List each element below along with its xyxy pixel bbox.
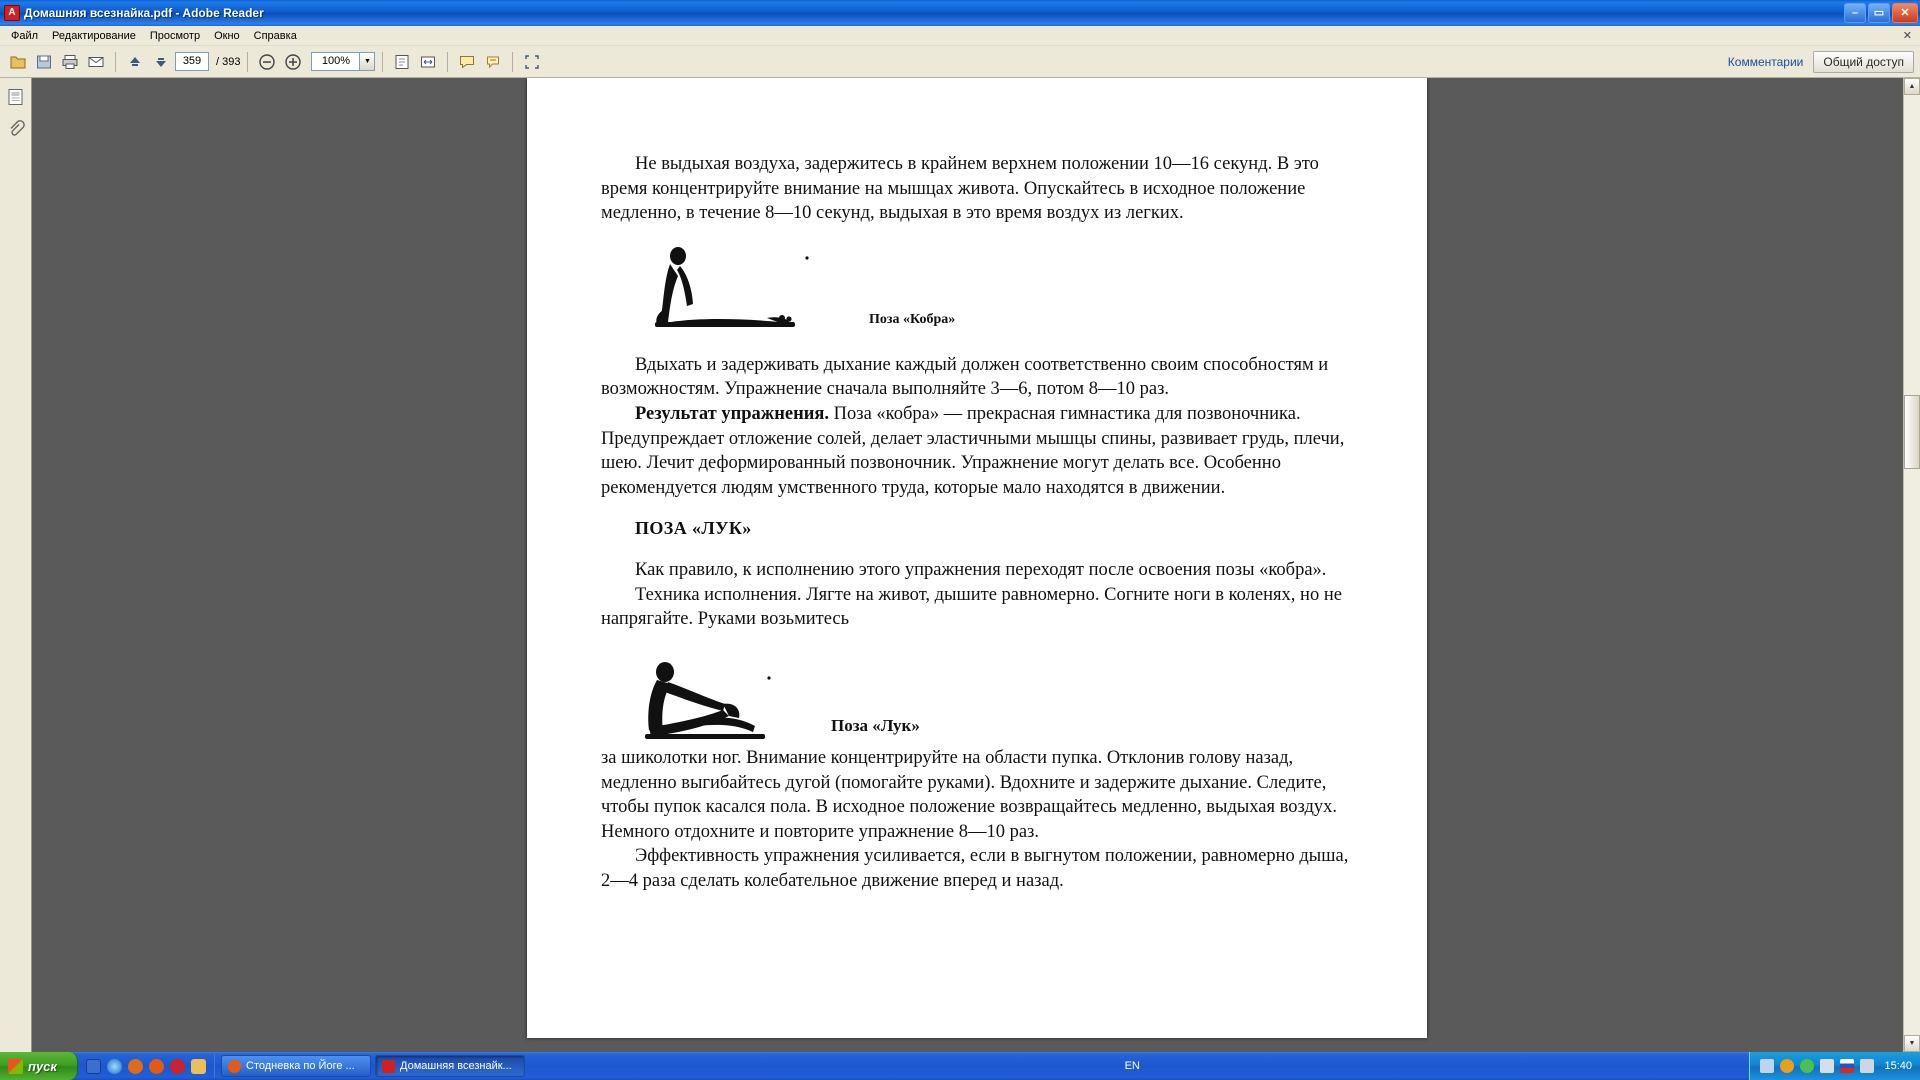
attachments-icon[interactable] bbox=[5, 118, 27, 140]
save-icon[interactable] bbox=[32, 50, 56, 74]
bow-pose-illustration bbox=[637, 658, 787, 746]
document-scroll-area[interactable] bbox=[32, 78, 1920, 1052]
email-icon[interactable] bbox=[84, 50, 108, 74]
navigation-pane bbox=[0, 78, 32, 1052]
fullscreen-icon[interactable] bbox=[520, 50, 544, 74]
menu-edit[interactable]: Редактирование bbox=[52, 29, 136, 42]
figure-cobra bbox=[637, 240, 1353, 336]
menu-help[interactable]: Справка bbox=[253, 29, 297, 42]
paragraph-7: Эффективность упражнения усиливается, если в выгнутом положении, равномерно дыша, 2—4 раза сделать колебательное движение вперед и назад. bbox=[601, 846, 1349, 892]
highlight-icon[interactable] bbox=[481, 50, 505, 74]
minimize-button[interactable]: – bbox=[1844, 3, 1866, 23]
taskbar-item-firefox-label: Стодневка по Йоге ... bbox=[246, 1060, 355, 1072]
show-desktop-icon[interactable] bbox=[86, 1059, 101, 1074]
menu-file[interactable]: Файл bbox=[11, 29, 39, 42]
figure-bow-caption: Поза «Лук» bbox=[831, 716, 920, 736]
fit-page-icon[interactable] bbox=[390, 50, 414, 74]
start-button[interactable] bbox=[0, 1052, 78, 1080]
start-button-label: пуск bbox=[28, 1058, 57, 1074]
paragraph-6: за шиколотки ног. Внимание концентрируйте на области пупка. Отклонив голову назад, медленно выгибайтесь дугой (помогайте руками). Вдохните и задержите дыхание. Следите, чтобы пупок касался пола. В исходное положение возвращайтесь медленно, выдыхая воздух. Немного отдохните и повторите упражнение 8—10 раз. bbox=[601, 748, 1338, 842]
technique-text: Лягте на живот, дышите равномерно. Согните ноги в коленях, но не напрягайте. Руками возьмитесь bbox=[601, 584, 1342, 630]
technique-label: Техника исполнения. bbox=[635, 584, 802, 605]
figure-bow bbox=[637, 654, 1353, 746]
media-player-icon[interactable] bbox=[128, 1059, 143, 1074]
pdf-page bbox=[527, 78, 1427, 1038]
window-title: Домашняя всезнайка.pdf - Adobe Reader bbox=[24, 6, 264, 20]
paragraph-4: Как правило, к исполнению этого упражнения переходят после освоения позы «кобра». bbox=[635, 560, 1327, 581]
next-page-icon[interactable] bbox=[149, 50, 173, 74]
update-icon[interactable] bbox=[1800, 1059, 1814, 1073]
print-icon[interactable] bbox=[58, 50, 82, 74]
scrollbar-thumb[interactable] bbox=[1904, 395, 1920, 469]
zoom-in-icon[interactable] bbox=[281, 50, 305, 74]
page-thumbnails-icon[interactable] bbox=[5, 86, 27, 108]
result-text: Поза «кобра» — прекрасная гимнастика для позвоночника. Предупреждает отложение солей, делает эластичными мышцы спины, развивает грудь, плечи, шею. Лечит деформированный позвоночник. Упражнение могут делать все. Особенно рекомендуется людям умственного труда, которые мало находятся в движении. bbox=[601, 403, 1345, 498]
taskbar bbox=[0, 1052, 1920, 1080]
opera-icon[interactable] bbox=[170, 1059, 185, 1074]
open-file-icon[interactable] bbox=[6, 50, 30, 74]
toolbar bbox=[0, 46, 1920, 78]
firefox-quicklaunch-icon[interactable] bbox=[149, 1059, 164, 1074]
close-button[interactable]: ✕ bbox=[1892, 3, 1918, 23]
chevron-down-icon[interactable]: ▼ bbox=[359, 52, 375, 71]
firefox-icon bbox=[228, 1060, 241, 1073]
sticky-note-icon[interactable] bbox=[455, 50, 479, 74]
paragraph-1: Не выдыхая воздуха, задержитесь в крайнем верхнем положении 10—16 секунд. В это время концентрируйте внимание на мышцах живота. Опускайтесь в исходное положение медленно, в течение 8—10 секунд, выдыхая в это время воздух из легких. bbox=[601, 154, 1319, 224]
result-label: Результат упражнения. bbox=[635, 403, 830, 424]
paragraph-2: Вдыхать и задерживать дыхание каждый должен соответственно своим способностям и возможностям. Упражнение сначала выполняйте 3—6, потом 8—10 раз. bbox=[601, 354, 1329, 400]
battery-icon[interactable] bbox=[1860, 1059, 1874, 1073]
quick-launch-bar bbox=[78, 1054, 215, 1078]
menu-window[interactable]: Окно bbox=[214, 29, 240, 42]
zoom-level-input[interactable]: 100% bbox=[311, 52, 359, 71]
page-number-input[interactable]: 359 bbox=[175, 52, 209, 71]
vertical-scrollbar[interactable] bbox=[1903, 78, 1920, 1052]
adobe-reader-icon: A bbox=[4, 5, 20, 21]
volume-icon[interactable] bbox=[1820, 1059, 1834, 1073]
network-icon[interactable] bbox=[1760, 1059, 1774, 1073]
taskbar-item-adobe-reader[interactable] bbox=[375, 1055, 525, 1077]
comments-button[interactable]: Комментарии bbox=[1727, 54, 1804, 69]
cobra-pose-illustration bbox=[637, 244, 827, 336]
page-total-label: / 393 bbox=[216, 55, 241, 68]
folder-icon[interactable] bbox=[191, 1059, 206, 1074]
menu-bar bbox=[0, 26, 1920, 46]
main-area bbox=[0, 78, 1920, 1052]
paragraph-3 bbox=[601, 402, 1353, 500]
paragraph-5 bbox=[601, 583, 1353, 632]
taskbar-item-firefox[interactable] bbox=[221, 1055, 371, 1077]
window-titlebar bbox=[0, 0, 1920, 26]
antivirus-icon[interactable] bbox=[1780, 1059, 1794, 1073]
close-document-button[interactable]: ✕ bbox=[1902, 30, 1912, 42]
flag-icon[interactable] bbox=[1840, 1059, 1854, 1073]
share-button[interactable]: Общий доступ bbox=[1813, 51, 1914, 73]
maximize-button[interactable]: ▭ bbox=[1868, 3, 1890, 23]
scrollbar-track[interactable] bbox=[1904, 95, 1920, 1035]
task-buttons bbox=[215, 1055, 525, 1077]
adobe-reader-icon bbox=[382, 1060, 395, 1073]
system-tray bbox=[1749, 1052, 1920, 1080]
menu-view[interactable]: Просмотр bbox=[149, 29, 201, 42]
taskbar-clock[interactable]: 15:40 bbox=[1884, 1060, 1912, 1072]
previous-page-icon[interactable] bbox=[123, 50, 147, 74]
language-indicator[interactable]: EN bbox=[1124, 1060, 1140, 1072]
fit-width-icon[interactable] bbox=[416, 50, 440, 74]
scroll-down-icon[interactable]: ▼ bbox=[1904, 1035, 1920, 1052]
section-heading: ПОЗА «ЛУК» bbox=[635, 518, 752, 539]
figure-cobra-caption: Поза «Кобра» bbox=[869, 312, 956, 328]
taskbar-item-adobe-reader-label: Домашняя всезнайк... bbox=[400, 1060, 512, 1072]
internet-explorer-icon[interactable] bbox=[107, 1059, 122, 1074]
windows-flag-icon bbox=[8, 1059, 23, 1074]
scroll-up-icon[interactable]: ▲ bbox=[1904, 78, 1920, 95]
zoom-out-icon[interactable] bbox=[255, 50, 279, 74]
